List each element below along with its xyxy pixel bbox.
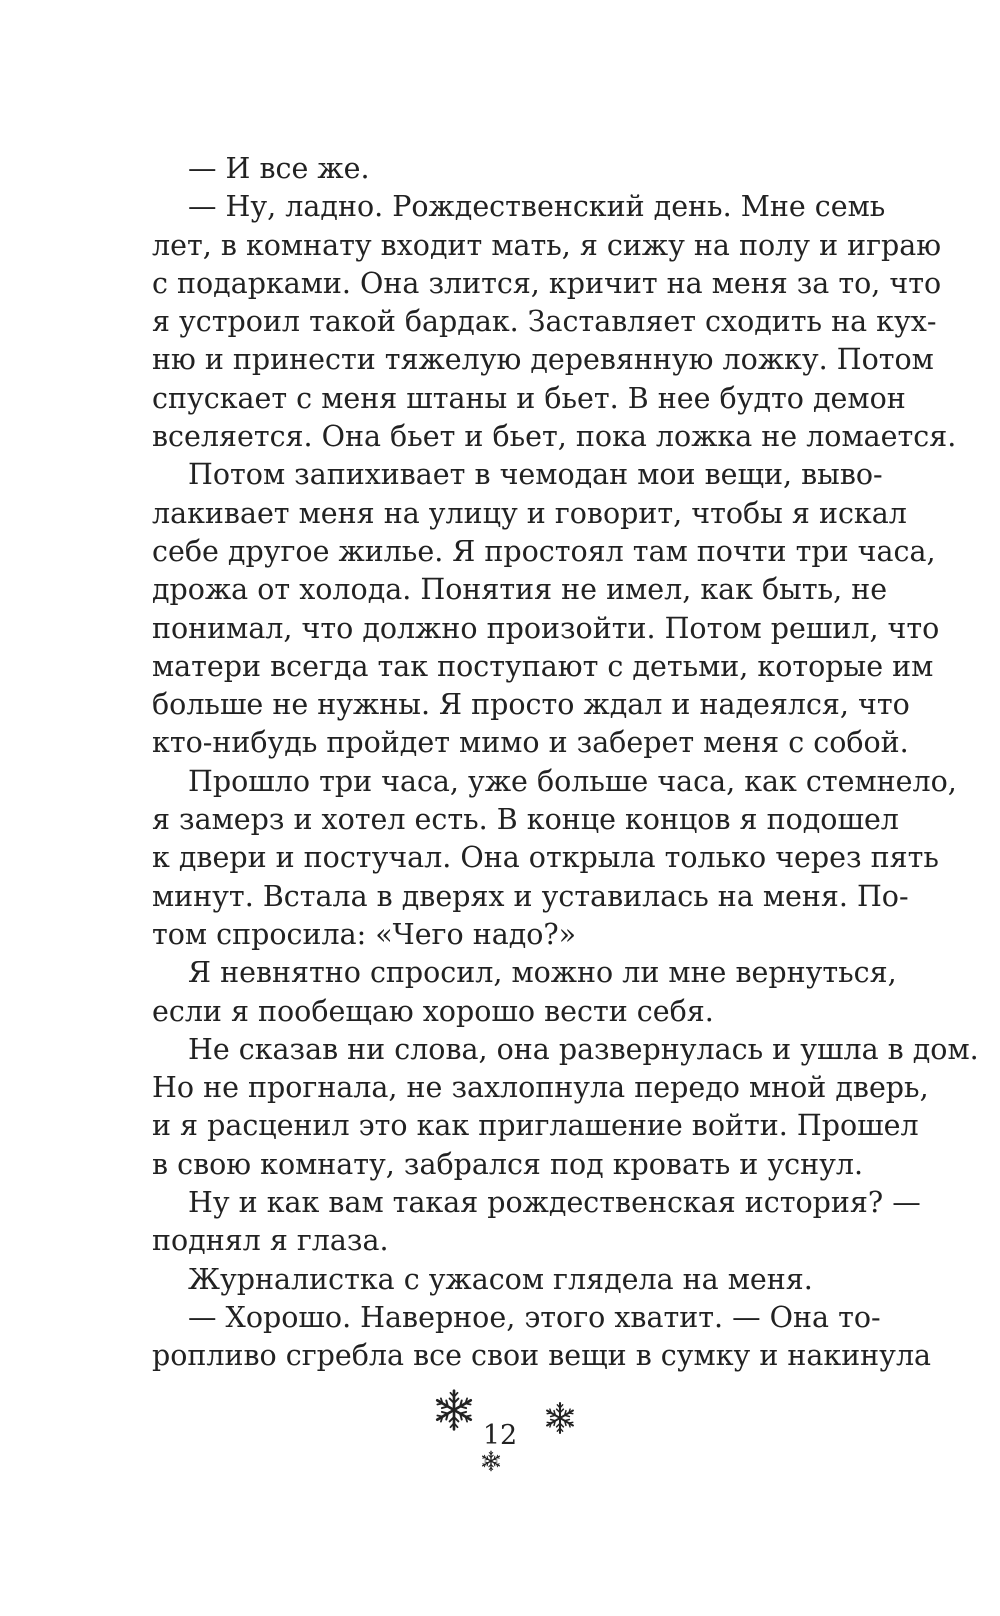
text-line: Не сказав ни слова, она развернулась и ушла в дом.	[188, 1032, 979, 1066]
text-line: — Ну, ладно. Рождественский день. Мне семь	[188, 190, 886, 224]
text-line: минут. Встала в дверях и уставилась на меня. По-	[152, 879, 909, 913]
text-line: Потом запихивает в чемодан мои вещи, выво-	[188, 458, 883, 492]
text-line: с подарками. Она злится, кричит на меня за то, что	[152, 266, 942, 300]
text-line: я устроил такой бардак. Заставляет сходить на кух-	[152, 305, 937, 339]
text-line: кто-нибудь пройдет мимо и заберет меня с собой.	[152, 726, 909, 760]
text-line: себе другое жилье. Я простоял там почти три часа,	[152, 534, 936, 568]
text-line: ню и принести тяжелую деревянную ложку. Потом	[152, 343, 934, 377]
text-line: понимал, что должно произойти. Потом решил, что	[152, 611, 940, 645]
text-line: Прошло три часа, уже больше часа, как стемнело,	[188, 764, 957, 798]
text-line: спускает с меня штаны и бьет. В нее будто демон	[152, 381, 906, 415]
text-line: больше не нужны. Я просто ждал и надеялся, что	[152, 688, 910, 722]
text-line: Я невнятно спросил, можно ли мне вернуться,	[188, 956, 897, 990]
text-line: к двери и постучал. Она открыла только через пять	[152, 841, 939, 875]
text-line: матери всегда так поступают с детьми, которые им	[152, 649, 934, 683]
text-line: — Хорошо. Наверное, этого хватит. — Она то-	[188, 1300, 881, 1334]
text-line: Но не прогнала, не захлопнула передо мной дверь,	[152, 1071, 929, 1105]
text-line: том спросила: «Чего надо?»	[152, 917, 577, 951]
text-line: Ну и как вам такая рождественская история? —	[188, 1186, 921, 1220]
text-line: — И все же.	[188, 152, 370, 185]
text-line: ропливо сгребла все свои вещи в сумку и накинула	[152, 1339, 932, 1373]
text-line: я замерз и хотел есть. В конце концов я подошел	[152, 803, 899, 837]
text-line: и я расценил это как приглашение войти. Прошел	[152, 1109, 919, 1143]
text-line: поднял я глаза.	[152, 1224, 389, 1258]
text-line: дрожа от холода. Понятия не имел, как быть, не	[152, 573, 888, 607]
page-number: 12	[482, 1420, 518, 1451]
body-text	[152, 150, 979, 1376]
text-line: если я пообещаю хорошо вести себя.	[152, 994, 714, 1028]
text-line: лет, в комнату входит мать, я сижу на полу и играю	[152, 228, 942, 262]
text-line: вселяется. Она бьет и бьет, пока ложка не ломается.	[152, 420, 957, 454]
snowflake-icon	[480, 1450, 502, 1472]
text-line: лакивает меня на улицу и говорит, чтобы я искал	[152, 496, 907, 530]
text-line: Журналистка с ужасом глядела на меня.	[188, 1262, 813, 1296]
text-line: в свою комнату, забрался под кровать и уснул.	[152, 1147, 864, 1181]
